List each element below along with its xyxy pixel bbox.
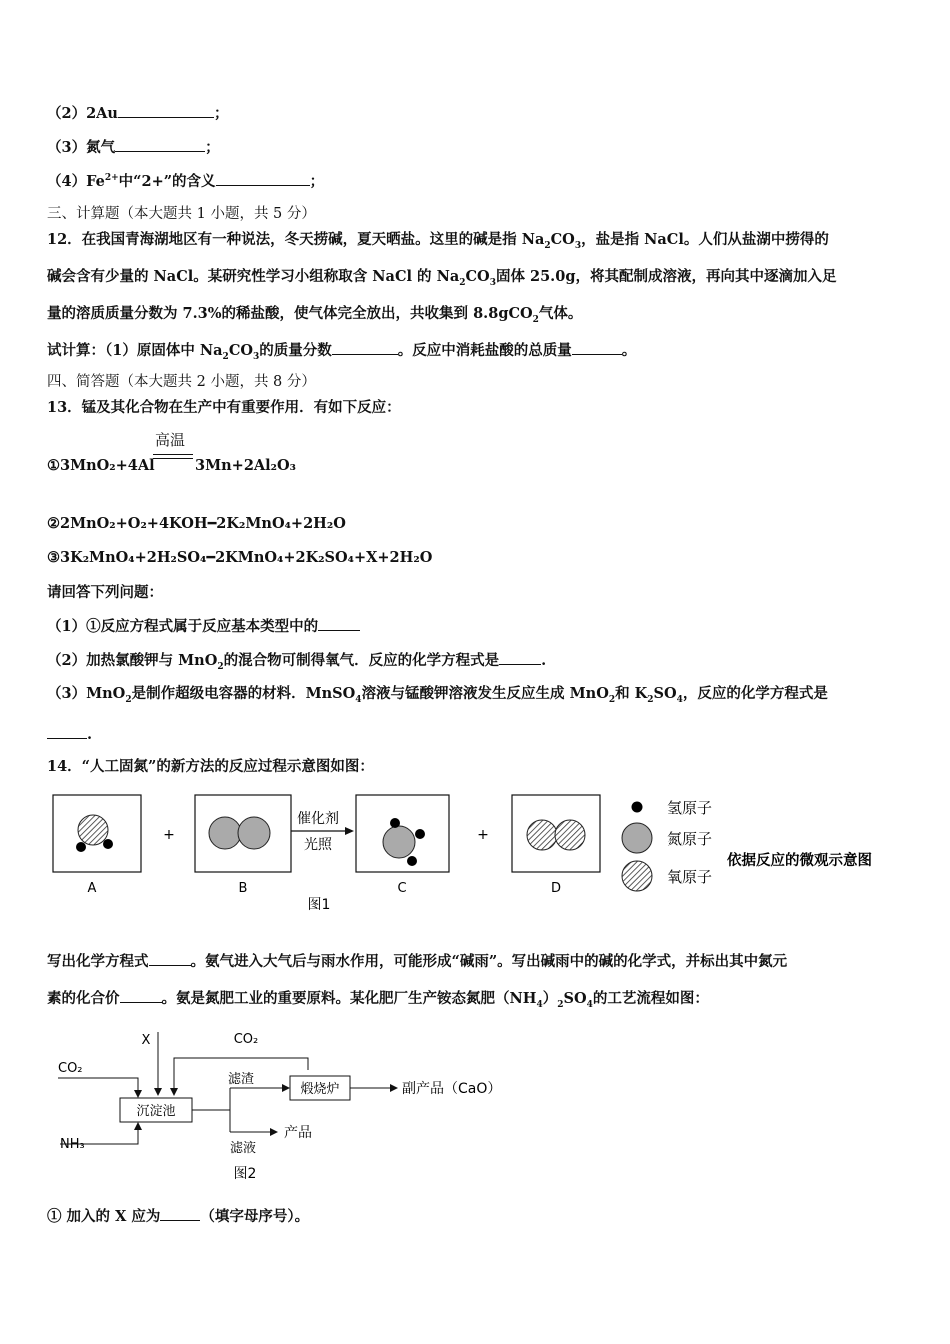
calcination-furnace-label: 煅烧炉 <box>300 1082 340 1097</box>
reaction-2: ②2MnO₂+O₂+4KOH━2K₂MnO₄+2H₂O <box>47 515 346 532</box>
answer-blank[interactable] <box>120 988 162 1003</box>
arrow-head <box>134 1122 142 1130</box>
section4-title: 四、简答题（本大题共 2 小题，共 8 分） <box>47 374 316 390</box>
hydrogen-atom <box>415 829 425 839</box>
label-d: D <box>550 881 562 896</box>
answer-blank[interactable] <box>47 724 87 739</box>
q14-para-line1: 写出化学方程式 。氨气进入大气后与雨水作用，可能形成“碱雨”。写出碱雨中的碱的化学式，并标出其中氮元 <box>47 953 788 970</box>
answer-blank[interactable] <box>118 103 214 118</box>
reaction-1-right: 3Mn+2Al₂O₃ <box>195 457 297 474</box>
hydrogen-atom <box>76 842 86 852</box>
co2-left-line <box>58 1078 138 1092</box>
filter-residue-label: 滤渣 <box>228 1072 255 1087</box>
section3-title: 三、计算题（本大题共 1 小题，共 5 分） <box>47 206 316 222</box>
figure-2-process-flow <box>40 1020 560 1190</box>
q12-line2: 碱会含有少量的 NaCl。某研究性学习小组称取含 NaCl 的 $Na_2CO_3$固体 25.0g，将其配制成溶液，再向其中逐滴加入足 <box>47 268 837 288</box>
reaction-1-left: ①3MnO₂+4Al <box>47 457 155 474</box>
sedimentation-tank-label: 沉淀池 <box>136 1104 176 1119</box>
q14-para-line2: 素的化合价 。氨是氮肥工业的重要原料。某化肥厂生产铵态氮肥$(NH_4)_2SO_4$的工艺流程如图： <box>47 990 709 1010</box>
legend-oxygen-icon <box>622 861 652 891</box>
co2-left-label: CO₂ <box>58 1061 83 1076</box>
q11-line3: （3）氮气 ； <box>47 139 220 156</box>
q12-line3: 量的溶质质量分数为 7.3%的稀盐酸，使气体完全放出，共收集到 8.8gCO$_2$气体。 <box>47 305 583 325</box>
q13-sub2: （2）加热氯酸钾与 MnO$_2$的混合物可制得氧气．反应的化学方程式是 . <box>47 652 547 672</box>
q12-line1: 12．在我国青海湖地区有一种说法，冬天捞碱，夏天晒盐。这里的碱是指 $Na_2CO_3$，盐是指 NaCl。人们从盐湖中捞得的 <box>47 231 829 251</box>
q13-sub1: （1）①反应方程式属于反应基本类型中的 <box>47 616 360 637</box>
q11-line2: （2）2Au ； <box>47 105 229 122</box>
legend-nitrogen-icon <box>622 823 652 853</box>
q13-ask: 请回答下列问题： <box>47 584 163 601</box>
answer-blank[interactable] <box>572 340 622 355</box>
arrow-head <box>270 1128 278 1136</box>
nitrogen-atom <box>209 817 241 849</box>
q14-intro: 14．“人工固氮”的新方法的反应过程示意图如图： <box>47 758 374 775</box>
figure-1-note: 依据反应的微观示意图 <box>727 853 872 869</box>
equals-line-bottom <box>153 458 193 459</box>
oxygen-atom <box>527 820 557 850</box>
legend-nitrogen: 氮原子 <box>667 830 713 848</box>
oxygen-atom <box>78 815 108 845</box>
q13-sub3-answer: . <box>47 724 92 745</box>
label-a: A <box>87 881 97 896</box>
q14-sub1: ① 加入的 X 应为 （填字母序号）。 <box>47 1208 310 1225</box>
filtrate-label: 滤液 <box>230 1141 257 1156</box>
hydrogen-atom <box>407 856 417 866</box>
answer-blank[interactable] <box>216 171 310 186</box>
x-input-label: X <box>141 1033 151 1048</box>
byproduct-label: 副产品（CaO） <box>402 1081 502 1097</box>
legend-hydrogen: 氢原子 <box>667 799 713 817</box>
answer-blank[interactable] <box>149 951 191 966</box>
hydrogen-atom <box>390 818 400 828</box>
figure-1-caption: 图1 <box>307 897 331 913</box>
label-b: B <box>238 881 248 896</box>
figure-1-reaction-diagram <box>40 785 910 920</box>
q13-sub3: （3）MnO$_2$是制作超级电容器的材料．MnSO$_4$溶液与锰酸钾溶液发生反应生成 MnO$_2$和 $K_2SO_4$，反应的化学方程式是 <box>47 685 828 705</box>
q13-intro: 13．锰及其化合物在生产中有重要作用．有如下反应： <box>47 399 401 416</box>
oxygen-atom <box>555 820 585 850</box>
co2-top-label: CO₂ <box>233 1032 259 1047</box>
answer-blank[interactable] <box>499 650 541 665</box>
nh3-label: NH₃ <box>60 1137 85 1152</box>
arrow-head <box>170 1088 178 1096</box>
product-label: 产品 <box>284 1125 312 1141</box>
arrow-head <box>154 1088 162 1096</box>
equals-line-top <box>153 454 193 455</box>
answer-blank[interactable] <box>318 616 360 631</box>
legend-oxygen: 氧原子 <box>667 868 713 886</box>
answer-blank[interactable] <box>332 340 398 355</box>
plus-sign: + <box>477 827 489 843</box>
reaction-3: ③3K₂MnO₄+2H₂SO₄━2KMnO₄+2K₂SO₄+X+2H₂O <box>47 549 433 566</box>
label-c: C <box>397 881 407 896</box>
arrow-head <box>282 1084 290 1092</box>
q12-line4: 试计算：（1）原固体中 $Na_2CO_3$的质量分数 。反应中消耗盐酸的总质量 。 <box>47 342 637 362</box>
figure-2-caption: 图2 <box>233 1166 257 1182</box>
q11-line4: $(4)Fe^{2+}$中“2+”的含义 ； <box>47 173 325 190</box>
answer-blank[interactable] <box>160 1206 200 1221</box>
nitrogen-atom <box>383 826 415 858</box>
reaction-condition: 高温 <box>155 431 186 449</box>
answer-blank[interactable] <box>115 137 205 152</box>
arrow-head <box>390 1084 398 1092</box>
catalyst-label: 催化剂 <box>297 811 339 827</box>
plus-sign: + <box>163 827 175 843</box>
arrow-head <box>134 1090 142 1098</box>
arrow-head <box>345 827 354 835</box>
hydrogen-atom <box>103 839 113 849</box>
light-label: 光照 <box>304 837 332 853</box>
nitrogen-atom <box>238 817 270 849</box>
legend-hydrogen-icon <box>632 802 643 813</box>
